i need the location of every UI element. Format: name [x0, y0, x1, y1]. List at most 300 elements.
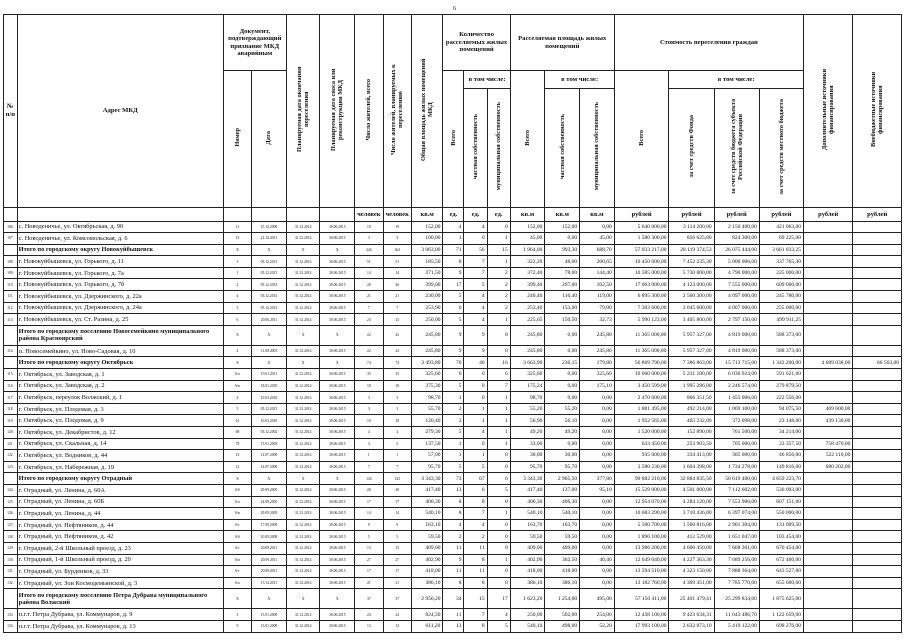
- table-cell: 21: [355, 291, 383, 303]
- table-cell: 8: [443, 577, 464, 589]
- table-cell: X: [320, 589, 355, 609]
- table-cell: 78: [223, 438, 251, 450]
- table-cell: 3 045 600,00: [669, 302, 714, 314]
- table-cell: [804, 473, 853, 485]
- table-cell: 46 856,00: [759, 450, 803, 462]
- table-cell: 5: [487, 484, 510, 496]
- table-cell: [804, 267, 853, 279]
- table-cell: 6/в: [223, 508, 251, 520]
- table-cell: 6/а: [223, 577, 251, 589]
- table-row: [4, 508, 902, 520]
- table-cell: 5: [487, 620, 510, 632]
- table-cell: 0: [487, 542, 510, 554]
- table-cell: 59,50: [411, 531, 443, 543]
- table-cell: [853, 427, 902, 439]
- table-cell: 30.06.2015: [320, 620, 355, 632]
- table-cell: 18: [383, 380, 411, 392]
- table-cell: 253,90: [411, 302, 443, 314]
- table-cell: 9: [383, 519, 411, 531]
- table-cell: 95,70: [411, 461, 443, 473]
- table-cell: 1 520 000,00: [614, 427, 669, 439]
- table-cell: 418,00: [411, 566, 443, 578]
- table-cell: 30.06.2015: [320, 291, 355, 303]
- table-cell: 5 730 000,00: [669, 267, 714, 279]
- table-cell: 4 097 000,00: [714, 291, 759, 303]
- table-cell: 33 357,50: [759, 438, 803, 450]
- table-cell: 17: [355, 496, 383, 508]
- table-cell: 297,00: [545, 279, 580, 291]
- table-cell: г. Отрадный, 1-й Школьный проезд, д. 20: [17, 554, 223, 566]
- table-cell: 5 000 000,00: [714, 256, 759, 268]
- table-cell: 244: [355, 244, 383, 256]
- summary-row: [4, 244, 902, 256]
- table-cell: 3 450 599,00: [614, 380, 669, 392]
- table-cell: 31.12.2014: [286, 508, 320, 520]
- table-cell: 4: [464, 519, 487, 531]
- table-cell: [804, 519, 853, 531]
- table-cell: 2: [487, 291, 510, 303]
- table-cell: 123.: [4, 461, 18, 473]
- table-cell: 935 000,00: [614, 450, 669, 462]
- table-cell: 0,00: [580, 450, 615, 462]
- table-cell: 1 734 278,00: [714, 461, 759, 473]
- table-cell: 153,00: [545, 302, 580, 314]
- table-cell: г. Новокуйбышевск, ул. Горького, д. 7а: [17, 267, 223, 279]
- table-cell: 540,10: [510, 508, 545, 520]
- table-cell: [804, 566, 853, 578]
- table-cell: 103 454,00: [759, 531, 803, 543]
- table-cell: 163,10: [411, 519, 443, 531]
- table-cell: 3 710 436,00: [669, 508, 714, 520]
- table-cell: 32,73: [580, 314, 615, 326]
- table-cell: 30.06.2015: [320, 438, 355, 450]
- table-cell: 6: [487, 369, 510, 381]
- table-cell: 73: [443, 473, 464, 485]
- table-cell: [804, 279, 853, 291]
- table-cell: 6/г: [223, 542, 251, 554]
- table-cell: [853, 279, 902, 291]
- table-cell: 6/а: [223, 496, 251, 508]
- table-cell: 1: [443, 233, 464, 245]
- table-cell: 125.: [4, 496, 18, 508]
- table-cell: 672 460,00: [759, 554, 803, 566]
- table-cell: 0,00: [580, 519, 615, 531]
- table-cell: г. Отрадный, ул. Зои Космодемьянской, д. 3: [17, 577, 223, 589]
- table-cell: 8: [443, 256, 464, 268]
- table-cell: 13: [355, 620, 383, 632]
- table-cell: 131.: [4, 566, 18, 578]
- table-cell: 0,00: [580, 438, 615, 450]
- table-cell: 7: [464, 256, 487, 268]
- table-cell: 31.12.2014: [286, 531, 320, 543]
- table-cell: 152 890,00: [669, 427, 714, 439]
- table-cell: 12 954 070,00: [614, 496, 669, 508]
- table-cell: 6/а: [223, 369, 251, 381]
- table-cell: 502,00: [545, 609, 580, 621]
- table-cell: 5 957 327,00: [669, 345, 714, 357]
- table-cell: 13: [383, 620, 411, 632]
- table-cell: 20.06.2011: [252, 314, 287, 326]
- table-cell: 9: [443, 267, 464, 279]
- table-cell: 698 276,00: [759, 620, 803, 632]
- table-cell: 325,60: [510, 369, 545, 381]
- table-row: [4, 542, 902, 554]
- table-cell: 30.06.2015: [320, 508, 355, 520]
- table-cell: 371,50: [411, 267, 443, 279]
- table-cell: 7 452 235,30: [669, 256, 714, 268]
- table-cell: 225 000,00: [759, 267, 803, 279]
- header-doc-date: Дата: [265, 130, 273, 145]
- table-cell: 15.12.2009: [252, 221, 287, 233]
- table-cell: 51: [383, 256, 411, 268]
- table-cell: [853, 233, 902, 245]
- table-cell: 3 343,30: [411, 473, 443, 485]
- table-cell: X: [252, 325, 287, 345]
- table-cell: 498,00: [545, 620, 580, 632]
- table-cell: 134.: [4, 620, 18, 632]
- table-cell: 12.07.2009: [252, 461, 287, 473]
- table-cell: 222 556,00: [759, 392, 803, 404]
- table-cell: 409,00: [411, 542, 443, 554]
- table-cell: 522 110,00: [804, 450, 853, 462]
- table-cell: 8: [464, 620, 487, 632]
- table-cell: 7 303 600,00: [614, 302, 669, 314]
- table-cell: 31.12.2014: [286, 577, 320, 589]
- table-cell: 417,40: [411, 484, 443, 496]
- summary-row: [4, 357, 902, 369]
- table-cell: 11: [464, 542, 487, 554]
- table-cell: 3: [355, 392, 383, 404]
- table-cell: 254,00: [580, 609, 615, 621]
- table-cell: 633 450,00: [614, 438, 669, 450]
- table-cell: 11: [223, 221, 251, 233]
- table-cell: 4: [464, 221, 487, 233]
- table-cell: 9 423 634,31: [669, 609, 714, 621]
- table-cell: [853, 221, 902, 233]
- header-address: Адрес МКД: [17, 15, 223, 208]
- table-cell: 102,50: [580, 279, 615, 291]
- table-cell: 30.06.2015: [320, 380, 355, 392]
- table-cell: [804, 369, 853, 381]
- table-cell: 152,00: [545, 221, 580, 233]
- table-cell: 30.06.2015: [320, 256, 355, 268]
- table-cell: [4, 473, 18, 485]
- table-cell: 279,30: [411, 427, 443, 439]
- table-cell: 30.06.2015: [320, 542, 355, 554]
- table-cell: г. Октябрьск, ул. Заводская, д. 1: [17, 369, 223, 381]
- table-row: [4, 279, 902, 291]
- table-cell: 1: [487, 554, 510, 566]
- table-cell: [804, 244, 853, 256]
- table-cell: X: [286, 589, 320, 609]
- table-cell: 128.: [4, 531, 18, 543]
- table-row: [4, 496, 902, 508]
- table-cell: 46: [464, 357, 487, 369]
- table-cell: [853, 438, 902, 450]
- table-cell: 325,60: [580, 369, 615, 381]
- table-cell: 670 454,00: [759, 542, 803, 554]
- table-cell: 5: [443, 291, 464, 303]
- table-cell: 4 689 038,00: [804, 357, 853, 369]
- table-cell: 2: [487, 279, 510, 291]
- table-cell: 121.: [4, 438, 18, 450]
- table-cell: 15.01.2009: [252, 609, 287, 621]
- header-cost-group: Стоимость переселения граждан: [614, 15, 803, 71]
- header-total-area: Общая площадь жилых помещений МКД: [420, 58, 435, 161]
- table-cell: 1 952 565,00: [614, 415, 669, 427]
- table-cell: 6: [487, 473, 510, 485]
- table-cell: 1: [355, 450, 383, 462]
- table-cell: 240,40: [510, 291, 545, 303]
- table-cell: 540,10: [411, 508, 443, 520]
- table-cell: 5: [223, 302, 251, 314]
- table-cell: 2: [223, 279, 251, 291]
- table-cell: 3: [383, 438, 411, 450]
- table-cell: 26 075 444,00: [714, 244, 759, 256]
- table-cell: 4: [464, 314, 487, 326]
- table-cell: [4, 244, 18, 256]
- table-cell: с. Новоденичье, ул. Октябрьская, д. 90: [17, 221, 223, 233]
- table-cell: 5 640 000,00: [614, 221, 669, 233]
- table-row: [4, 403, 902, 415]
- table-cell: 2: [487, 302, 510, 314]
- table-cell: 1: [487, 403, 510, 415]
- table-cell: 10 585 000,00: [614, 267, 669, 279]
- table-cell: 4 501 000,00: [669, 484, 714, 496]
- table-row: [4, 461, 902, 473]
- table-cell: 609 000,00: [759, 279, 803, 291]
- table-cell: 05.12.2013: [252, 403, 287, 415]
- table-cell: 29.09.2005: [252, 484, 287, 496]
- table-cell: 5: [355, 531, 383, 543]
- table-cell: 12 438 100,00: [614, 609, 669, 621]
- table-cell: 2: [443, 531, 464, 543]
- table-cell: 245,80: [580, 325, 615, 345]
- table-cell: 866 351,50: [669, 392, 714, 404]
- table-cell: 20.09.2011: [252, 566, 287, 578]
- header-cost-incl: в том числе:: [669, 71, 804, 89]
- table-cell: 31.12.2014: [286, 542, 320, 554]
- table-cell: [853, 380, 902, 392]
- table-cell: 4: [464, 302, 487, 314]
- table-cell: X: [286, 473, 320, 485]
- header-area-incl: в том числе:: [545, 71, 614, 89]
- table-cell: [804, 345, 853, 357]
- table-cell: 16: [487, 357, 510, 369]
- table-cell: 230,00: [411, 291, 443, 303]
- table-cell: 115.: [4, 369, 18, 381]
- table-cell: 56,10: [545, 415, 580, 427]
- table-cell: 45,00: [510, 233, 545, 245]
- table-cell: 74: [383, 357, 411, 369]
- table-cell: 9: [223, 620, 251, 632]
- table-cell: г. Октябрьск, ул. Декабристов, д. 12: [17, 427, 223, 439]
- table-cell: 14: [355, 508, 383, 520]
- table-cell: 6/г: [223, 519, 251, 531]
- table-cell: 9: [355, 519, 383, 531]
- header-cost-local: за счет средств местного бюджета: [777, 98, 785, 195]
- table-cell: [804, 256, 853, 268]
- table-cell: 55,20: [545, 403, 580, 415]
- table-cell: 127.: [4, 519, 18, 531]
- table-cell: 21: [383, 291, 411, 303]
- table-cell: 15: [464, 589, 487, 609]
- table-cell: г. Новокуйбышевск, ул. Дзержинского, д. 22а: [17, 291, 223, 303]
- table-row: [4, 345, 902, 357]
- table-cell: 406,30: [545, 496, 580, 508]
- table-cell: 993,30: [545, 244, 580, 256]
- table-cell: 0,00: [580, 496, 615, 508]
- table-cell: 1: [383, 450, 411, 462]
- table-cell: 11.08.2005: [252, 345, 287, 357]
- table-cell: 3 580 230,00: [614, 461, 669, 473]
- table-cell: 758 470,00: [804, 438, 853, 450]
- table-cell: 0: [487, 325, 510, 345]
- table-cell: 107.: [4, 233, 18, 245]
- table-cell: 245,80: [510, 345, 545, 357]
- table-cell: 2: [487, 267, 510, 279]
- table-cell: г. Отрадный, ул. Бурденков, д. 33: [17, 566, 223, 578]
- table-cell: 31.12.2014: [286, 554, 320, 566]
- table-cell: 5: [443, 380, 464, 392]
- table-cell: 71: [443, 244, 464, 256]
- table-cell: 31.12.2014: [286, 392, 320, 404]
- table-cell: 0,00: [580, 542, 615, 554]
- summary-row: [4, 589, 902, 609]
- table-cell: 550 000,00: [759, 508, 803, 520]
- table-cell: 0,00: [580, 221, 615, 233]
- table-cell: 132.: [4, 577, 18, 589]
- table-cell: 14: [383, 267, 411, 279]
- table-cell: 1: [487, 427, 510, 439]
- table-row: [4, 415, 902, 427]
- table-cell: 1: [443, 438, 464, 450]
- table-cell: 17: [443, 279, 464, 291]
- table-cell: [853, 542, 902, 554]
- table-cell: 23 148,00: [759, 415, 803, 427]
- table-cell: 469 600,00: [804, 403, 853, 415]
- table-cell: X: [252, 357, 287, 369]
- table-cell: 0: [487, 450, 510, 462]
- table-cell: 2 901 304,00: [714, 519, 759, 531]
- table-cell: 0: [487, 345, 510, 357]
- table-cell: 126.: [4, 508, 18, 520]
- table-cell: [4, 589, 18, 609]
- table-cell: 0,00: [545, 325, 580, 345]
- table-cell: 05.12.2013: [252, 302, 287, 314]
- table-cell: Итого по городскому округу Новокуйбышевск: [17, 244, 223, 256]
- table-cell: 31.12.2014: [286, 291, 320, 303]
- table-cell: [853, 244, 902, 256]
- table-cell: 2 632 873,10: [669, 620, 714, 632]
- table-cell: 1 995 286,00: [669, 380, 714, 392]
- table-cell: 13 182 760,00: [614, 577, 669, 589]
- table-cell: 1: [487, 415, 510, 427]
- table-cell: 0,00: [580, 415, 615, 427]
- table-cell: 4: [443, 519, 464, 531]
- unit-cell: рублей: [714, 207, 759, 221]
- table-cell: [853, 415, 902, 427]
- table-cell: 175,10: [580, 380, 615, 392]
- summary-row: [4, 325, 902, 345]
- table-cell: 15: [487, 244, 510, 256]
- table-cell: 11: [443, 566, 464, 578]
- table-cell: 7 112 602,00: [714, 484, 759, 496]
- table-cell: 386,10: [510, 577, 545, 589]
- table-cell: 0: [487, 531, 510, 543]
- table-cell: 6: [464, 484, 487, 496]
- header-residents-planned: Число жителей, планируемых к переселению: [390, 64, 405, 155]
- table-cell: г. Октябрьск, переулок Волжский, д. 1: [17, 392, 223, 404]
- table-cell: 1: [223, 267, 251, 279]
- table-cell: 19: [383, 221, 411, 233]
- table-row: [4, 450, 902, 462]
- table-cell: г. Новокуйбышевск, ул. Ст. Разина, д. 25: [17, 314, 223, 326]
- table-cell: [804, 325, 853, 345]
- table-cell: 0,00: [580, 577, 615, 589]
- table-cell: 21: [383, 577, 411, 589]
- table-cell: 5 990 123,00: [614, 314, 669, 326]
- table-cell: 386,10: [411, 577, 443, 589]
- table-cell: 51: [355, 256, 383, 268]
- header-area-private: частная собственность: [558, 113, 566, 180]
- unit-cell: кв.м: [545, 207, 580, 221]
- table-cell: 409,00: [510, 542, 545, 554]
- table-cell: 0,00: [545, 438, 580, 450]
- table-cell: 1: [443, 392, 464, 404]
- table-cell: 31.12.2014: [286, 427, 320, 439]
- table-cell: 94 075,50: [759, 403, 803, 415]
- table-cell: 3 493,80: [411, 357, 443, 369]
- table-cell: 31.12.2014: [286, 519, 320, 531]
- table-cell: 3 343,30: [510, 473, 545, 485]
- table-cell: 6 397 074,00: [714, 508, 759, 520]
- table-cell: 05.12.2013: [252, 279, 287, 291]
- table-cell: 19.01.2011: [252, 369, 287, 381]
- table-cell: 22: [355, 345, 383, 357]
- table-row: [4, 566, 902, 578]
- table-cell: 117.: [4, 392, 18, 404]
- table-cell: 30.06.2015: [320, 554, 355, 566]
- table-cell: 15 713 715,00: [714, 357, 759, 369]
- table-cell: [853, 302, 902, 314]
- table-cell: [853, 369, 902, 381]
- table-cell: [804, 554, 853, 566]
- table-cell: 21.12.2011: [252, 233, 287, 245]
- table-cell: 7 888 364,00: [714, 566, 759, 578]
- table-cell: 7 668 301,00: [714, 542, 759, 554]
- table-cell: 418,00: [510, 566, 545, 578]
- table-cell: 59,50: [510, 531, 545, 543]
- table-cell: X: [320, 357, 355, 369]
- table-cell: 412 529,00: [669, 531, 714, 543]
- table-cell: 31.12.2014: [286, 345, 320, 357]
- table-cell: 399,00: [411, 279, 443, 291]
- table-cell: 130.: [4, 554, 18, 566]
- table-cell: 4 007 000,00: [714, 302, 759, 314]
- table-cell: X: [320, 325, 355, 345]
- table-cell: 24: [355, 609, 383, 621]
- table-cell: 2 150 400,00: [714, 221, 759, 233]
- table-cell: 13 986 200,00: [614, 542, 669, 554]
- header-planned-demolish: Планируемая дата сноса или реконструкции МКД: [330, 68, 345, 151]
- table-cell: 22: [355, 325, 383, 345]
- table-cell: 13: [383, 542, 411, 554]
- table-cell: 6/в: [223, 380, 251, 392]
- table-cell: [853, 314, 902, 326]
- table-cell: 9: [464, 345, 487, 357]
- header-area-all: Всего: [524, 129, 532, 146]
